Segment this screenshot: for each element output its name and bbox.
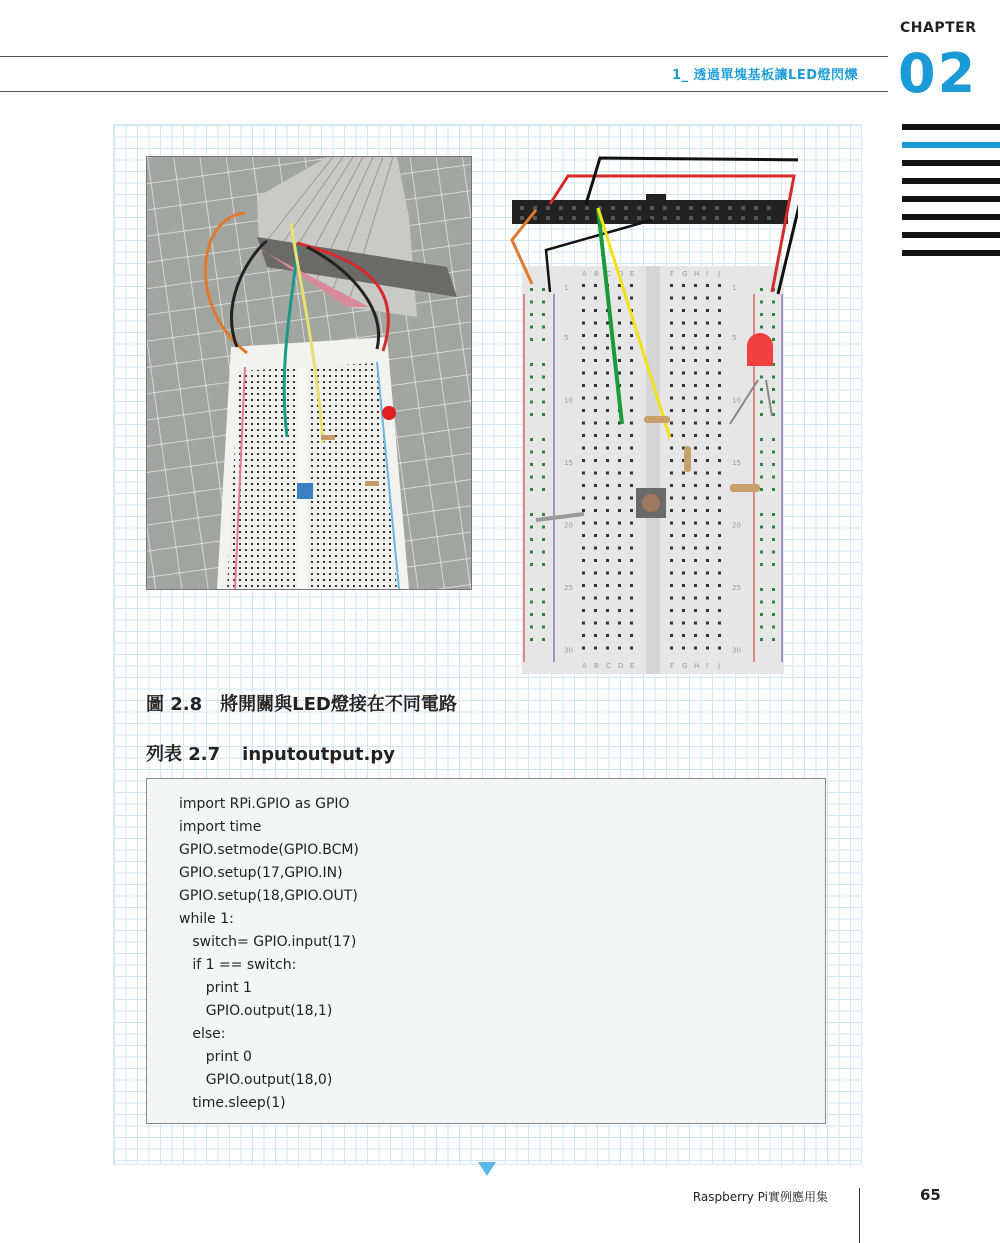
diagram-col-label: D (618, 270, 624, 278)
diagram-row-label: 30 (732, 646, 741, 655)
down-triangle-icon (478, 1162, 496, 1176)
diagram-row-label: 25 (564, 584, 573, 592)
diagram-row-label: 20 (732, 521, 741, 530)
diagram-col-label: H (694, 270, 700, 278)
diagram-row-label: 25 (732, 584, 741, 592)
diagram-col-label: J (718, 662, 721, 670)
code-line: GPIO.setup(17,GPIO.IN) (179, 865, 343, 881)
diagram-row-label: 5 (732, 334, 737, 342)
header-rule-bottom (0, 91, 888, 92)
diagram-col-label: D (618, 662, 624, 670)
diagram-row-label: 30 (564, 646, 573, 655)
code-line: switch= GPIO.input(17) (179, 934, 357, 950)
code-line: time.sleep(1) (179, 1095, 286, 1111)
diagram-row-label: 10 (732, 396, 741, 405)
code-block (146, 778, 826, 1124)
figure-number: 圖 2.8 (146, 694, 203, 715)
diagram-col-label: I (706, 270, 709, 278)
figure-caption (146, 690, 457, 716)
diagram-row-label: 15 (732, 459, 741, 467)
code-line: GPIO.setup(18,GPIO.OUT) (179, 888, 358, 904)
code-line: GPIO.output(18,0) (179, 1072, 333, 1088)
diagram-col-label: E (630, 662, 635, 670)
code-line: GPIO.setmode(GPIO.BCM) (179, 842, 359, 858)
diagram-row-label: 10 (564, 396, 573, 405)
diagram-col-label: G (682, 662, 688, 670)
chapter-label: CHAPTER (900, 20, 977, 36)
section-title: 1_ 透過單塊基板讓LED燈閃爍 (671, 68, 858, 83)
code-line: if 1 == switch: (179, 957, 297, 973)
diagram-row-label: 20 (564, 521, 573, 530)
diagram-row-label: 15 (564, 459, 573, 467)
diagram-col-label: I (706, 662, 709, 670)
header-rule-top (0, 56, 888, 57)
breadboard-photo (146, 156, 472, 590)
diagram-col-label: B (594, 270, 599, 278)
code-line: else: (179, 1026, 226, 1042)
diagram-row-label: 5 (564, 334, 569, 342)
listing-caption (146, 740, 395, 766)
chapter-number: 02 (898, 42, 978, 105)
diagram-col-label: H (694, 662, 700, 670)
wiring-diagram (506, 154, 798, 676)
page-number: 65 (920, 1186, 941, 1204)
code-line: import time (179, 819, 262, 835)
diagram-col-label: B (594, 662, 599, 670)
listing-number: 列表 2.7 (146, 744, 221, 765)
code-line: print 0 (179, 1049, 252, 1065)
diagram-col-label: A (582, 662, 587, 670)
diagram-col-label: G (682, 270, 688, 278)
listing-filename: inputoutput.py (242, 744, 395, 765)
footer-book-title: Raspberry Pi實例應用集 (692, 1190, 828, 1204)
code-line: import RPi.GPIO as GPIO (179, 796, 350, 812)
diagram-col-label: J (718, 270, 721, 278)
diagram-col-label: C (606, 270, 611, 278)
code-lines (179, 793, 359, 1115)
figure-title: 將開關與LED燈接在不同電路 (220, 694, 457, 715)
diagram-col-label: F (670, 662, 675, 670)
code-line: while 1: (179, 911, 234, 927)
code-line: print 1 (179, 980, 252, 996)
diagram-row-label: 1 (732, 284, 737, 292)
diagram-row-label: 1 (564, 284, 569, 292)
diagram-col-label: F (670, 270, 675, 278)
diagram-col-label: C (606, 662, 611, 670)
chapter-stripes (902, 124, 1000, 268)
diagram-col-label: A (582, 270, 587, 278)
diagram-col-label: E (630, 270, 635, 278)
footer-divider (859, 1188, 860, 1243)
code-line: GPIO.output(18,1) (179, 1003, 333, 1019)
